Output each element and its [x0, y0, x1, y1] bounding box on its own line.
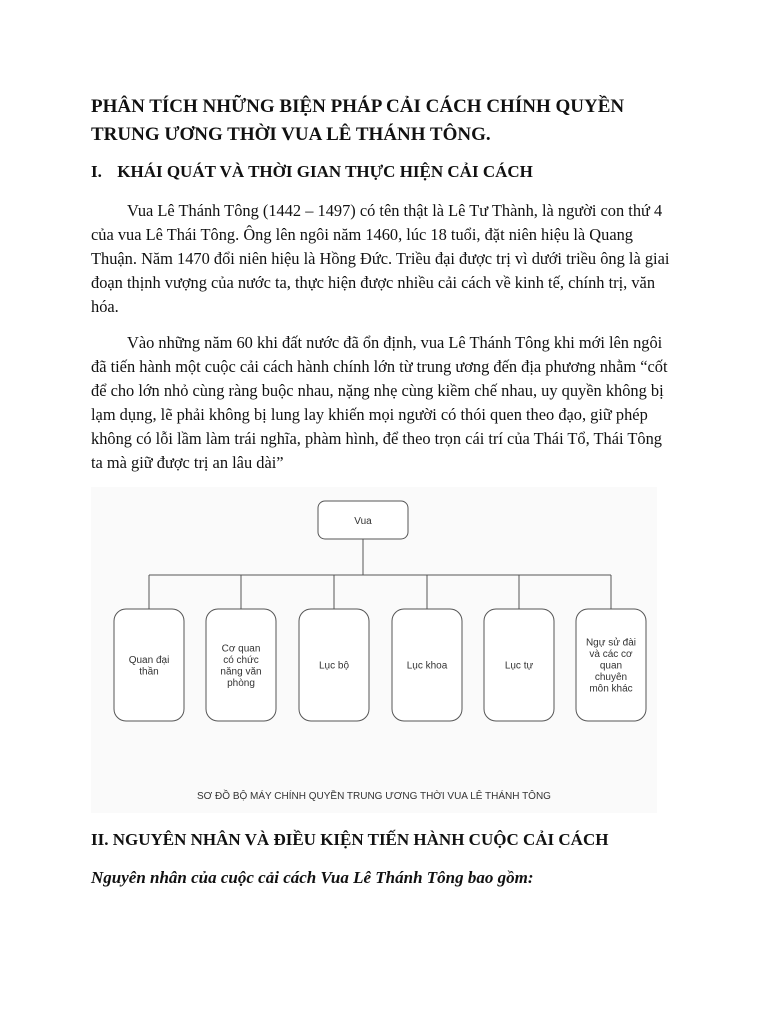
- child-label: Cơ quan: [221, 643, 261, 655]
- title-line-2: TRUNG ƯƠNG THỜI VUA LÊ THÁNH TÔNG.: [91, 124, 491, 145]
- child-label: có chức: [223, 654, 259, 666]
- child-label: năng văn: [220, 666, 262, 678]
- org-chart-figure: [91, 487, 657, 813]
- section-2-heading: II. NGUYÊN NHÂN VÀ ĐIỀU KIỆN TIẾN HÀNH CUỘC CẢI CÁCH: [91, 830, 609, 849]
- child-label: Lục tự: [504, 660, 534, 672]
- child-label: môn khác: [589, 683, 633, 695]
- root-label: Vua: [354, 516, 372, 527]
- causes-subheading: Nguyên nhân của cuộc cải cách Vua Lê Thánh Tông bao gồm:: [91, 868, 534, 887]
- child-label: và các cơ: [589, 649, 633, 660]
- section-1-number: I.: [91, 162, 102, 181]
- child-label: Quan đại: [128, 654, 170, 666]
- child-label: chuyên: [594, 672, 628, 683]
- org-chart-diagram: [91, 487, 657, 813]
- document-title: [91, 93, 691, 149]
- child-label: Lục khoa: [406, 660, 448, 672]
- child-label: quan: [599, 660, 623, 672]
- child-label: phòng: [227, 677, 255, 689]
- child-label: thần: [139, 666, 159, 678]
- paragraph-1: Vua Lê Thánh Tông (1442 – 1497) có tên thật là Lê Tư Thành, là người con thứ 4 của vua Lê Thái Tông. Ông lên ngôi năm 1460, lúc 18 tuổi, đặt niên hiệu là Quang Thuận. Năm 1470 đổi niên hiệu là Hồng Đức. Triều đại được trị vì dưới triều ông là giai đoạn thịnh vượng của nước ta, thực hiện được nhiều cải cách về kinh tế, chính trị, văn hóa.: [91, 201, 670, 316]
- section-1-title: KHÁI QUÁT VÀ THỜI GIAN THỰC HIỆN CẢI CÁCH: [117, 162, 533, 181]
- section-1-heading: [91, 160, 711, 184]
- title-line-1: PHÂN TÍCH NHỮNG BIỆN PHÁP CẢI CÁCH CHÍNH QUYỀN: [91, 96, 625, 117]
- diagram-caption: SƠ ĐỒ BỘ MÁY CHÍNH QUYỀN TRUNG ƯƠNG THỜI VUA LÊ THÁNH TÔNG: [197, 791, 551, 802]
- child-label: Lục bộ: [318, 660, 350, 672]
- child-label: Ngự sử đài: [585, 637, 637, 649]
- paragraph-2: Vào những năm 60 khi đất nước đã ổn định, vua Lê Thánh Tông khi mới lên ngôi đã tiến hành một cuộc cải cách hành chính lớn từ trung ương đến địa phương nhằm “cốt để cho lớn nhỏ cùng ràng buộc nhau, nặng nhẹ cùng kiềm chế nhau, uy quyền không bị lạm dụng, lẽ phải không bị lung lay khiến mọi người có thói quen theo đạo, giữ phép không có lỗi lầm làm trái nghĩa, phàm hình, để theo trọn cái trí của Thái Tổ, Thái Tông ta mà giữ được trị an lâu dài”: [91, 333, 668, 472]
